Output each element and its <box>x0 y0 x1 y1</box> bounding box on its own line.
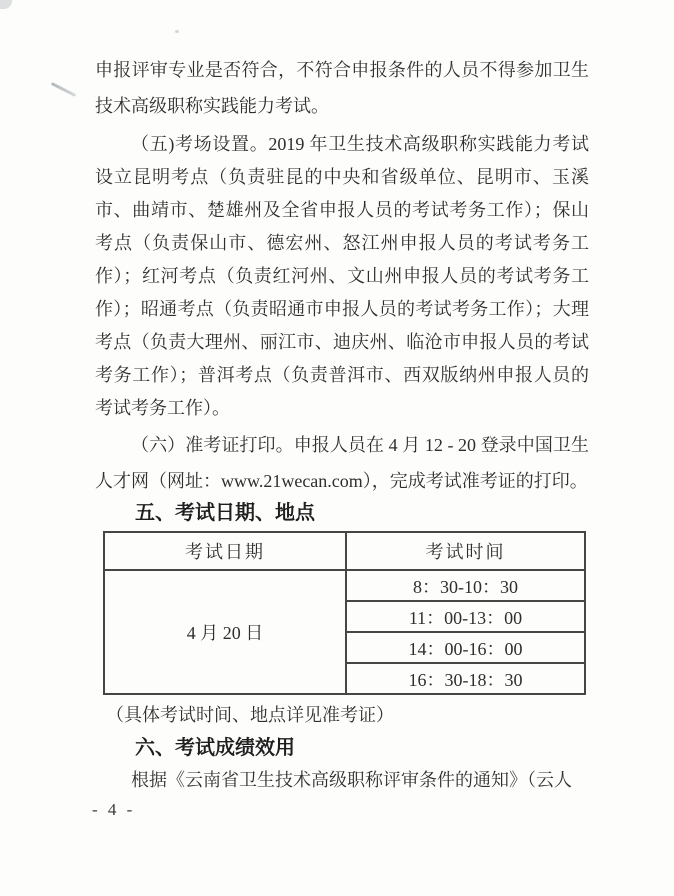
exam-time-cell: 14：00-16：00 <box>346 632 585 663</box>
heading-score-validity: 六、考试成绩效用 <box>135 737 295 759</box>
scan-artifact-pen-mark <box>51 82 76 97</box>
table-row <box>104 570 585 601</box>
paragraph-eligibility: 申报评审专业是否符合，不符合申报条件的人员不得参加卫生技术高级职称实践能力考试。 <box>95 60 589 116</box>
scan-artifact-speck <box>175 30 179 33</box>
exam-time-cell: 16：30-18：30 <box>346 663 585 694</box>
document-body <box>95 52 589 795</box>
exam-time-column-header: 考试时间 <box>346 532 585 570</box>
table-note: （具体考试时间、地点详见准考证） <box>106 705 394 725</box>
exam-schedule-table <box>103 531 586 695</box>
paragraph-exam-sites: （五)考场设置。2019 年卫生技术高级职称实践能力考试设立昆明考点（负责驻昆的中央和省级单位、昆明市、玉溪市、曲靖市、楚雄州及全省申报人员的考试考务工作）；保山考点（负责保山市、德宏州、怒江州申报人员的考试考务工作）；红河考点（负责红河州、文山州申报人员的考试考务工作）；昭通考点（负责昭通市申报人员的考试考务工作）；大理考点（负责大理州、丽江市、迪庆州、临沧市申报人员的考试考务工作）；普洱考点（负责普洱市、西双版纳州申报人员的考试考务工作）。 <box>95 134 589 418</box>
heading-exam-date-location: 五、考试日期、地点 <box>135 502 315 524</box>
page-number: - 4 - <box>92 800 136 819</box>
exam-date-cell: 4 月 20 日 <box>104 570 346 694</box>
exam-time-cell: 8：30-10：30 <box>346 570 585 601</box>
exam-date-column-header: 考试日期 <box>104 532 346 570</box>
table-header-row <box>104 532 585 570</box>
paragraph-score-validity: 根据《云南省卫生技术高级职称评审条件的通知》（云人 <box>131 770 572 790</box>
scan-artifact-corner-smudge <box>0 0 12 9</box>
exam-time-cell: 11：00-13：00 <box>346 601 585 632</box>
paragraph-admission-ticket-printing: （六）准考证打印。申报人员在 4 月 12 - 20 登录中国卫生人才网（网址：www.21wecan.com），完成考试准考证的打印。 <box>95 435 589 491</box>
